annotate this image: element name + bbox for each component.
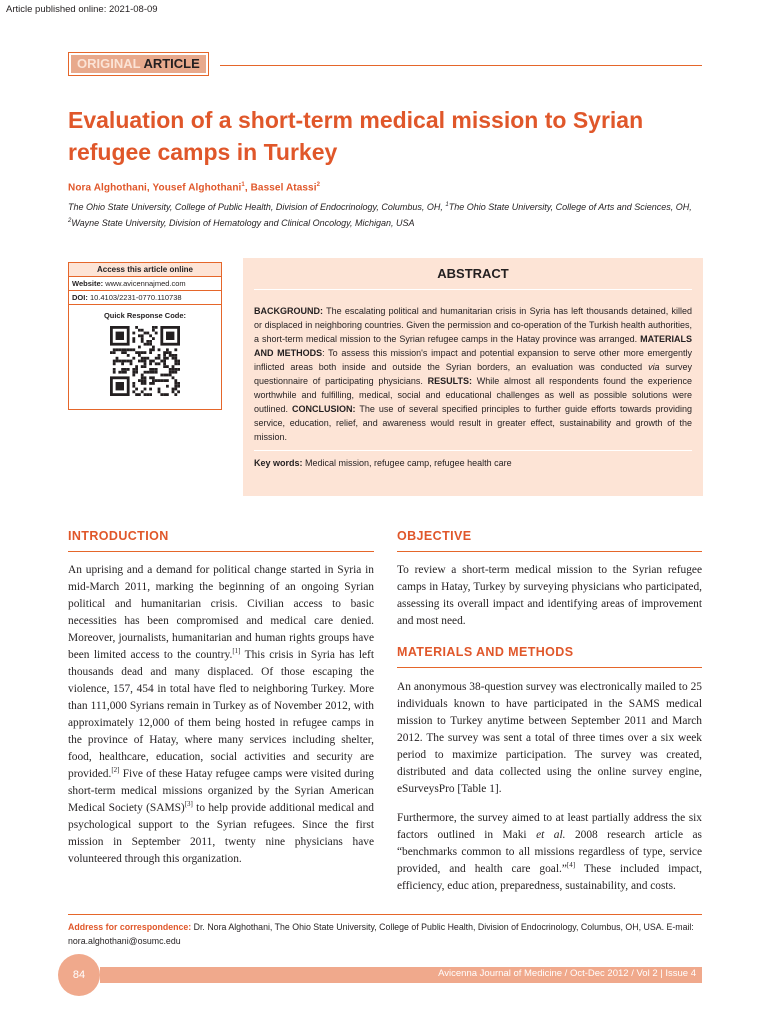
author-3: Bassel Atassi [250,182,317,194]
introduction-heading: INTRODUCTION [68,529,169,543]
objective-rule [397,551,702,552]
footnote-rule [68,914,702,915]
abstract-body: BACKGROUND: The escalating political and humanitarian crisis in Syria has left thousands detained, killed or displaced in neighboring countries. Given the permission and co-operation of the Turkish health authorities, a short-term medical mission to the Syrian refugee camps in the Hatay province was arranged. MATERIALS AND METHODS: To assess this mission's impact and potential expansion to serve other more emergently inflicted areas both inside and outside the Syrian borders, an evaluation was conducted via survey questionnaire of participating physicians. RESULTS: While almost all respondents found the experience worthwhile and fulfilling, medical, social and educational challenges as well as possible solutions were outlined. CONCLUSION: The use of several specified principles to further guide efforts towards providing service, education, relief, and awareness would result in greater effect, sustainability and growth of the mission. [254,306,693,442]
qr-code-icon[interactable] [110,326,180,396]
journal-citation: Avicenna Journal of Medicine / Oct-Dec 2012 / Vol 2 | Issue 4 [438,968,696,979]
methods-rule [397,667,702,668]
methods-text: An anonymous 38-question survey was electronically mailed to 25 individuals known to have participated in the SAMS medical mission to Turkey anytime between September 2011 and March 2012. The survey was sent a total of three times over a six week period to maximize participation. The survey was created, distributed and data collected using the online survey engine, eSurveysPro [Table 1]. Furthermore, the survey aimed to at least partially address the six factors outlined in Maki et al. 2008 research article as “benchmarks common to all missions regardless of type, service provided, and health care goal.”[4] These included impact, efficiency, educ ation, preparedness, sustainability, and costs. [397,681,702,892]
ref-4[interactable]: [4] [566,861,576,870]
author-1: Nora Alghothani, [68,182,150,194]
objective-heading: OBJECTIVE [397,529,472,543]
author-2: Yousef Alghothani [152,182,242,194]
abstract-title: ABSTRACT [254,266,692,290]
article-title: Evaluation of a short-term medical mission to Syrian refugee camps in Turkey [68,107,644,165]
introduction-rule [68,551,374,552]
page-number: 84 [58,954,100,996]
author-2-affil: 1 [241,182,245,188]
tag-word-article: ARTICLE [143,56,200,71]
publication-date: Article published online: 2021-08-09 [6,4,158,15]
article-type-tag [68,52,702,78]
website-row: Website: www.avicennajmed.com [69,277,221,291]
doi-link[interactable]: 10.4103/2231-0770.110738 [89,293,182,302]
tag-rule [220,65,702,66]
methods-heading: MATERIALS AND METHODS [397,645,574,659]
author-3-affil: 2 [316,182,321,188]
introduction-text: An uprising and a demand for political change started in Syria in mid-March 2011, marking the beginning of an ongoing Syrian political and humanitarian crisis. Civilian access to basic necessities has been compromised and medical care denied. Moreover, journalists, humanitarian and human rights groups have been limited access to the country.[1] This crisis in Syria has left thousands dead and many displaced. Of those escaping the violence, 157, 454 in total have fled to neighboring Turkey. More than 111,000 Syrians remain in Turkey as of November 2012, with approximately 12,000 of them being hosted in refugee camps in the province of Hatay, where many services including shelter, food, healthcare, education, social activities and security are provided.[2] Five of these Hatay refugee camps were visited during short-term medical missions organized by the Syrian American Medical Society (SAMS)[3] to help provide additional medical and psychological support to the Syrian refugees. Since the first mission in September 2011, twenty nine physicians have volunteered through this organization. [68,564,374,865]
doi-row: DOI: 10.4103/2231-0770.110738 [69,291,221,305]
ref-1[interactable]: [1] [232,647,241,656]
ref-2[interactable]: [2] [111,766,120,775]
abstract-box [243,258,703,496]
ref-3[interactable]: [3] [184,800,193,809]
affiliations: The Ohio State University, College of Public Health, Division of Endocrinology, Columbus, OH, $^1$The Ohio State University, College of Arts and Sciences, OH, $^2$Wayne State University, Division of Hematology and Clinical Oncology, Michigan, USA [68,202,692,228]
author-list: Nora Alghothani, Yousef Alghothani$^1$, Bassel Atassi$^2$ [68,182,321,194]
keywords: Key words: Medical mission, refugee camp, refugee health care [254,450,692,468]
qr-label: Quick Response Code: [103,311,187,320]
access-header: Access this article online [69,263,221,277]
tag-word-original: ORIGINAL [77,56,141,71]
correspondence-address: Address for correspondence: Dr. Nora Alghothani, The Ohio State University, College of Public Health, Division of Endocrinology, Columbus, OH, USA. E-mail: nora.alghothani@osumc.edu [68,922,694,946]
access-box [68,262,222,410]
website-link[interactable]: www.avicennajmed.com [105,279,186,288]
journal-footer [100,967,702,983]
objective-text: To review a short-term medical mission to the Syrian refugee camps in Hatay, Turkey by surveying physicians who participated, assessing its overall impact and identifying areas of improvement and most need. [397,564,702,627]
